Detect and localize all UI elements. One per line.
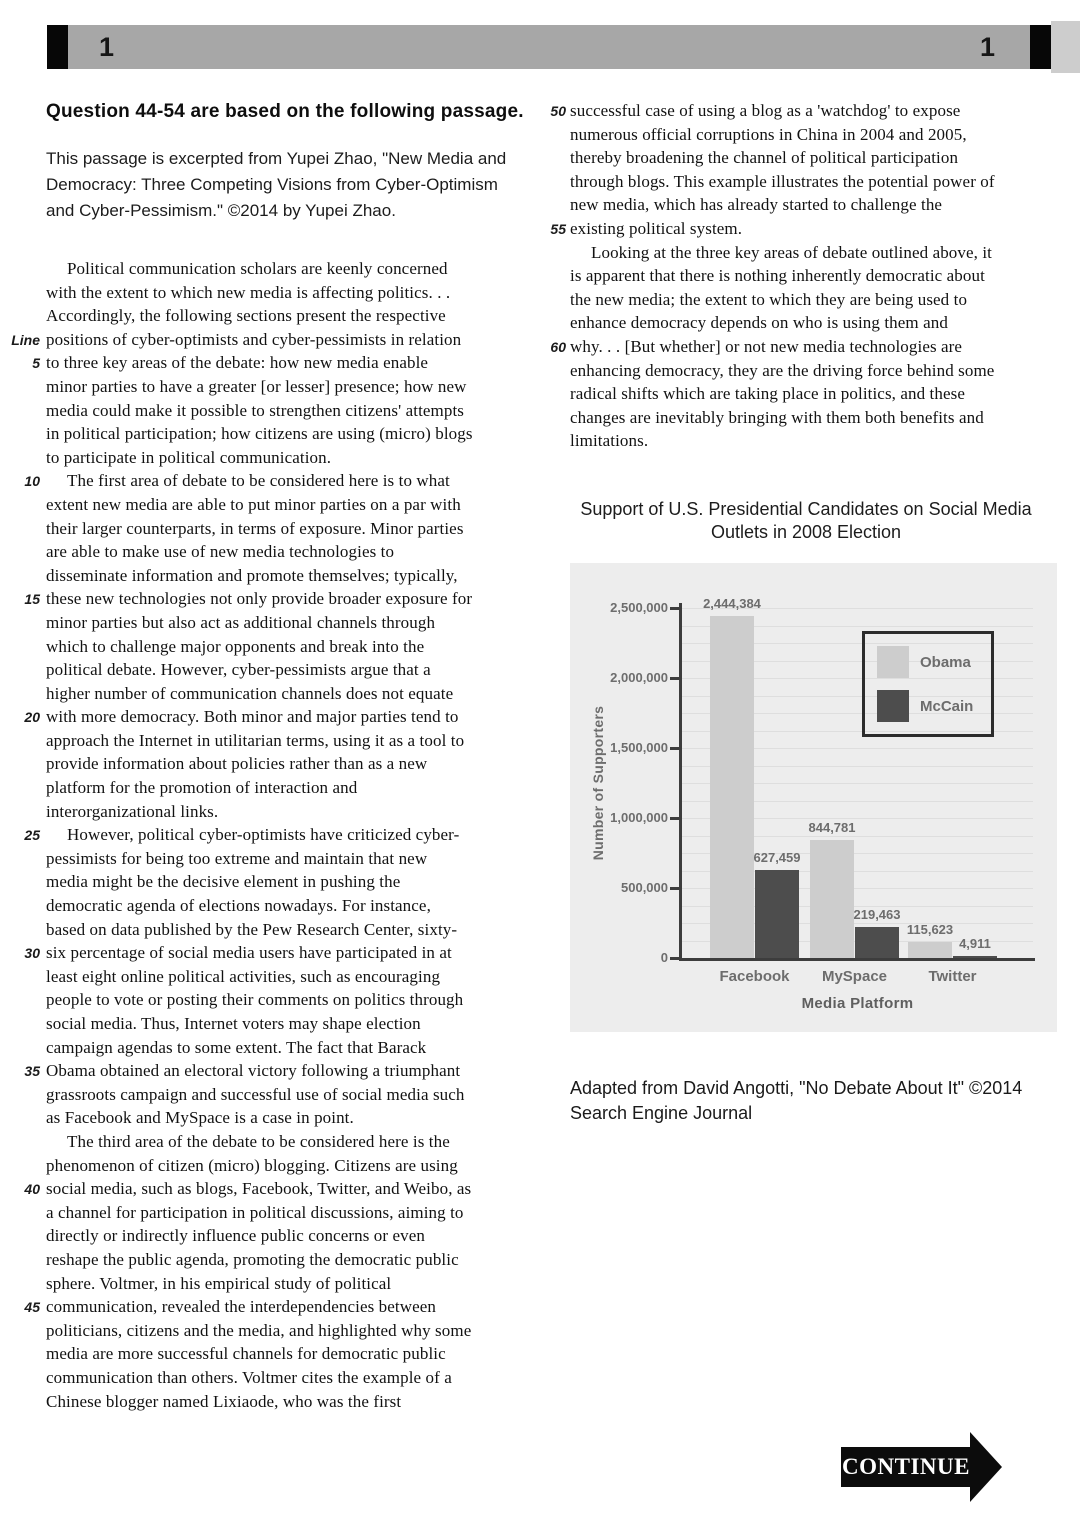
passage-line [6, 1132, 473, 1156]
passage-line-text: The third area of the debate to be considered here is the [67, 1131, 450, 1151]
passage-line [6, 519, 473, 543]
passage-line-text: media are more successful channels for democratic public [46, 1344, 446, 1364]
passage-line [6, 424, 473, 448]
continue-arrow-icon [970, 1432, 1002, 1502]
passage-line-text: communication, revealed the interdependencies between [46, 1297, 436, 1317]
passage-line [6, 872, 473, 896]
y-tick-mark [670, 817, 679, 820]
passage-line-text: phenomenon of citizen (micro) blogging. Citizens are using [46, 1155, 458, 1175]
passage-left-column [6, 259, 473, 1415]
passage-line-text: provide information about policies rather than as a new [46, 754, 428, 774]
passage-line-text: enhancing democracy, they are the driving force behind some [570, 360, 995, 380]
bar-value-label: 115,623 [906, 921, 954, 937]
line-number: 30 [24, 945, 40, 962]
continue-button-bar[interactable] [841, 1447, 971, 1487]
passage-line-text: extent new media are able to put minor parties on a par with [46, 494, 461, 514]
passage-line-text: The first area of debate to be considered here is to what [67, 471, 450, 491]
passage-line-text: numerous official corruptions in China in 2004 and 2005, [570, 124, 967, 144]
figure-title-line1: Support of U.S. Presidential Candidates on Social Media [580, 499, 1032, 519]
y-tick-mark [670, 677, 679, 680]
line-number: 35 [24, 1063, 40, 1080]
legend-item-obama [877, 646, 971, 678]
passage-line-text: successful case of using a blog as a 'watchdog' to expose [570, 101, 961, 120]
line-number: 10 [24, 473, 40, 490]
passage-line-text: pessimists for being too extreme and maintain that new [46, 848, 428, 868]
question-range-header: Question 44-54 are based on the following passage. [46, 101, 524, 122]
line-number: 5 [32, 355, 40, 372]
passage-line [6, 707, 473, 731]
passage-line-text: media could make it possible to strengthen citizens' attempts [46, 400, 465, 420]
legend-swatch-obama [877, 646, 909, 678]
passage-line-text: in political participation; how citizens are using (micro) blogs [46, 424, 473, 444]
passage-line [540, 125, 995, 149]
chart-y-axis-title: Number of Supporters [590, 705, 606, 861]
passage-line-text: these new technologies not only provide broader exposure for [46, 589, 473, 609]
chart-y-axis [679, 603, 682, 961]
y-tick-label: 1,000,000 [610, 810, 668, 825]
passage-line [6, 1156, 473, 1180]
passage-line-text: enhance democracy depends on who is using them and [570, 313, 948, 333]
line-number: 25 [24, 827, 40, 844]
passage-line-text: to participate in political communication. [46, 447, 332, 467]
passage-line-text: changes are inevitably bringing with them both benefits and [570, 407, 984, 427]
passage-line [6, 259, 473, 283]
page-number-left: 1 [99, 32, 115, 62]
passage-line [540, 266, 995, 290]
passage-line-text: social media. Thus, Internet voters may shape election [46, 1014, 421, 1033]
passage-line-text: However, political cyber-optimists have criticized cyber- [67, 825, 460, 845]
bar-facebook-mccain [755, 870, 799, 958]
passage-line-text: their larger counterparts, in terms of exposure. Minor parties [46, 518, 464, 538]
legend-label-obama: Obama [920, 653, 971, 671]
passage-line [6, 990, 473, 1014]
passage-line [6, 566, 473, 590]
passage-line-text: new media, which has already started to challenge the [570, 195, 943, 215]
passage-line-text: which to challenge major opponents and break into the [46, 636, 425, 656]
passage-line [6, 1061, 473, 1085]
passage-line-text: social media, such as blogs, Facebook, Twitter, and Weibo, as [46, 1179, 472, 1199]
passage-line-text: directly or indirectly influence public concerns or even [46, 1226, 425, 1246]
passage-line [540, 101, 995, 125]
passage-line-text: approach the Internet in utilitarian terms, using it as a tool to [46, 730, 465, 750]
passage-line-text: existing political system. [570, 218, 743, 238]
passage-line-text: limitations. [570, 431, 649, 451]
passage-line-text: campaign agendas to some extent. The fact that Barack [46, 1037, 427, 1057]
bar-chart [570, 563, 1057, 1032]
figure-attribution-line2: Search Engine Journal [570, 1103, 753, 1123]
passage-line [6, 731, 473, 755]
bar-value-label: 844,781 [808, 819, 856, 835]
passage-line-text: are able to make use of new media technologies to [46, 542, 395, 562]
chart-x-axis [679, 958, 1035, 961]
continue-button-label: CONTINUE [842, 1454, 970, 1479]
passage-line [6, 542, 473, 566]
passage-line [6, 637, 473, 661]
chart-x-axis-title: Media Platform [801, 995, 914, 1012]
passage-line [6, 1203, 473, 1227]
passage-line-text: positions of cyber-optimists and cyber-pessimists in relation [46, 329, 462, 349]
line-number: 15 [24, 591, 40, 608]
figure-attribution [570, 1076, 1022, 1126]
line-number: 60 [550, 338, 566, 355]
x-category-label: MySpace [821, 968, 888, 985]
x-category-label: Facebook [719, 968, 790, 985]
x-category-label: Twitter [928, 968, 977, 985]
passage-line [540, 148, 995, 172]
y-tick-label: 500,000 [621, 880, 668, 895]
passage-line [6, 1014, 473, 1038]
line-number: 50 [550, 103, 566, 119]
passage-line [6, 1344, 473, 1368]
passage-line-text: thereby broadening the channel of political participation [570, 148, 959, 168]
passage-line [540, 290, 995, 314]
section-header-bar [47, 25, 1051, 69]
passage-line [6, 330, 473, 354]
passage-line-text: Political communication scholars are keenly concerned [67, 259, 448, 278]
passage-line [6, 306, 473, 330]
passage-line-text: minor parties but also act as additional channels through [46, 612, 436, 632]
passage-line [6, 1250, 473, 1274]
passage-line-text: communication than others. Voltmer cites the example of a [46, 1367, 452, 1387]
y-tick-mark [670, 887, 679, 890]
passage-line-text: through blogs. This example illustrates the potential power of [570, 171, 995, 191]
passage-line-text: politicians, citizens and the media, and highlighted why some [46, 1320, 472, 1340]
passage-line [6, 896, 473, 920]
passage-line-text: higher number of communication channels does not equate [46, 683, 454, 703]
chart-legend [862, 631, 994, 737]
line-number: 55 [550, 220, 566, 237]
source-note-line: and Cyber-Pessimism." ©2014 by Yupei Zhao. [46, 201, 396, 220]
passage-line [6, 943, 473, 967]
y-tick-mark [670, 747, 679, 750]
passage-line-text: people to vote or posting their comments on politics through [46, 990, 464, 1010]
passage-line [6, 684, 473, 708]
legend-swatch-mccain [877, 690, 909, 722]
passage-line [6, 1368, 473, 1392]
passage-line [6, 1392, 473, 1416]
passage-line [6, 1321, 473, 1345]
passage-line [6, 1297, 473, 1321]
figure-attribution-line1: Adapted from David Angotti, "No Debate About It" ©2014 [570, 1078, 1023, 1098]
figure-title-line2: Outlets in 2008 Election [710, 522, 902, 542]
y-tick-label: 0 [660, 950, 668, 965]
passage-line [6, 825, 473, 849]
passage-line [540, 431, 995, 455]
passage-line-text: grassroots campaign and successful use of social media such [46, 1084, 465, 1104]
passage-line [6, 1274, 473, 1298]
passage-line [6, 283, 473, 307]
passage-line [6, 589, 473, 613]
passage-right-column [540, 101, 995, 455]
page-number-right: 1 [979, 32, 995, 62]
y-tick-label: 1,500,000 [610, 740, 668, 755]
passage-line-text: sphere. Voltmer, in his empirical study of political [46, 1273, 392, 1293]
passage-line-text: six percentage of social media users have participated in at [46, 943, 452, 963]
bar-myspace-obama [810, 840, 854, 958]
passage-line [6, 471, 473, 495]
passage-line-text: least eight online political activities, such as encouraging [46, 966, 441, 986]
passage-line-text: Looking at the three key areas of debate outlined above, it [591, 242, 993, 262]
passage-line-text: reshape the public agenda, promoting the democratic public [46, 1249, 459, 1269]
passage-line [540, 219, 995, 243]
source-note-line: This passage is excerpted from Yupei Zhao, "New Media and [46, 149, 507, 168]
passage-line-text: minor parties to have a greater [or lesser] presence; how new [46, 376, 467, 396]
passage-line-text: Obama obtained an electoral victory following a triumphant [46, 1061, 461, 1081]
passage-line-text: political debate. However, cyber-pessimists argue that a [46, 660, 431, 680]
passage-line [540, 337, 995, 361]
passage-line [540, 384, 995, 408]
passage-line [6, 660, 473, 684]
line-number: 45 [24, 1299, 40, 1316]
passage-line [540, 243, 995, 267]
passage-line [6, 778, 473, 802]
passage-line [6, 849, 473, 873]
continue-button[interactable] [841, 1447, 971, 1487]
line-number: 20 [24, 709, 40, 726]
passage-line [6, 967, 473, 991]
passage-line [6, 353, 473, 377]
passage-line-text: as Facebook and MySpace is a case in point. [46, 1108, 354, 1128]
y-tick-label: 2,500,000 [610, 600, 668, 615]
line-number: 40 [24, 1181, 40, 1198]
passage-line [6, 401, 473, 425]
bar-facebook-obama [710, 616, 754, 958]
passage-line [6, 1085, 473, 1109]
figure-title [556, 498, 1056, 544]
passage-line-text: a channel for participation in political discussions, aiming to [46, 1202, 464, 1222]
passage-line-text: Chinese blogger named Lixiaode, who was the first [46, 1391, 402, 1411]
passage-line [6, 613, 473, 637]
bar-value-label: 627,459 [753, 850, 801, 866]
passage-line-text: why. . . [But whether] or not new media technologies are [570, 336, 963, 356]
passage-line-text: is apparent that there is nothing inherently democratic about [570, 266, 985, 286]
legend-label-mccain: McCain [920, 697, 974, 715]
passage-line [540, 172, 995, 196]
passage-line-text: platform for the promotion of interaction and [46, 778, 358, 798]
passage-line-text: disseminate information and promote themselves; typically, [46, 565, 458, 585]
y-tick-mark [670, 957, 679, 960]
legend-item-mccain [877, 690, 973, 722]
passage-line-text: democratic agenda of elections nowadays. For instance, [46, 896, 431, 916]
passage-line-text: interorganizational links. [46, 801, 219, 821]
passage-line-text: the new media; the extent to which they are being used to [570, 289, 968, 309]
passage-line-text: Accordingly, the following sections present the respective [46, 306, 446, 326]
passage-line [6, 1226, 473, 1250]
passage-line [6, 920, 473, 944]
passage-line [6, 1038, 473, 1062]
passage-line [540, 195, 995, 219]
passage-line-text: based on data published by the Pew Research Center, sixty- [46, 919, 458, 939]
passage-line-text: with the extent to which new media is affecting politics. . . [46, 282, 451, 302]
bar-value-label: 4,911 [959, 936, 991, 951]
passage-line [540, 361, 995, 385]
header-right-cap [1030, 25, 1051, 69]
line-number: Line [11, 331, 40, 348]
source-note-line: Democracy: Three Competing Visions from Cyber-Optimism [46, 175, 498, 194]
source-note [46, 146, 506, 224]
passage-line [540, 408, 995, 432]
bar-value-label: 2,444,384 [703, 595, 761, 611]
passage-line [6, 1108, 473, 1132]
passage-line [6, 754, 473, 778]
passage-line-text: with more democracy. Both minor and major parties tend to [46, 707, 459, 727]
passage-line-text: to three key areas of the debate: how new media enable [46, 353, 429, 373]
passage-line [540, 313, 995, 337]
passage-line [6, 802, 473, 826]
passage-line [6, 448, 473, 472]
passage-line [6, 495, 473, 519]
passage-line [6, 1179, 473, 1203]
page-edge-artifact [1051, 21, 1080, 73]
passage-line-text: media might be the decisive element in pushing the [46, 872, 401, 892]
bar-value-label: 219,463 [853, 907, 901, 923]
header-left-cap [47, 25, 68, 69]
passage-line-text: radical shifts which are taking place in politics, and these [570, 384, 965, 404]
passage-line [6, 377, 473, 401]
y-tick-label: 2,000,000 [610, 670, 668, 685]
